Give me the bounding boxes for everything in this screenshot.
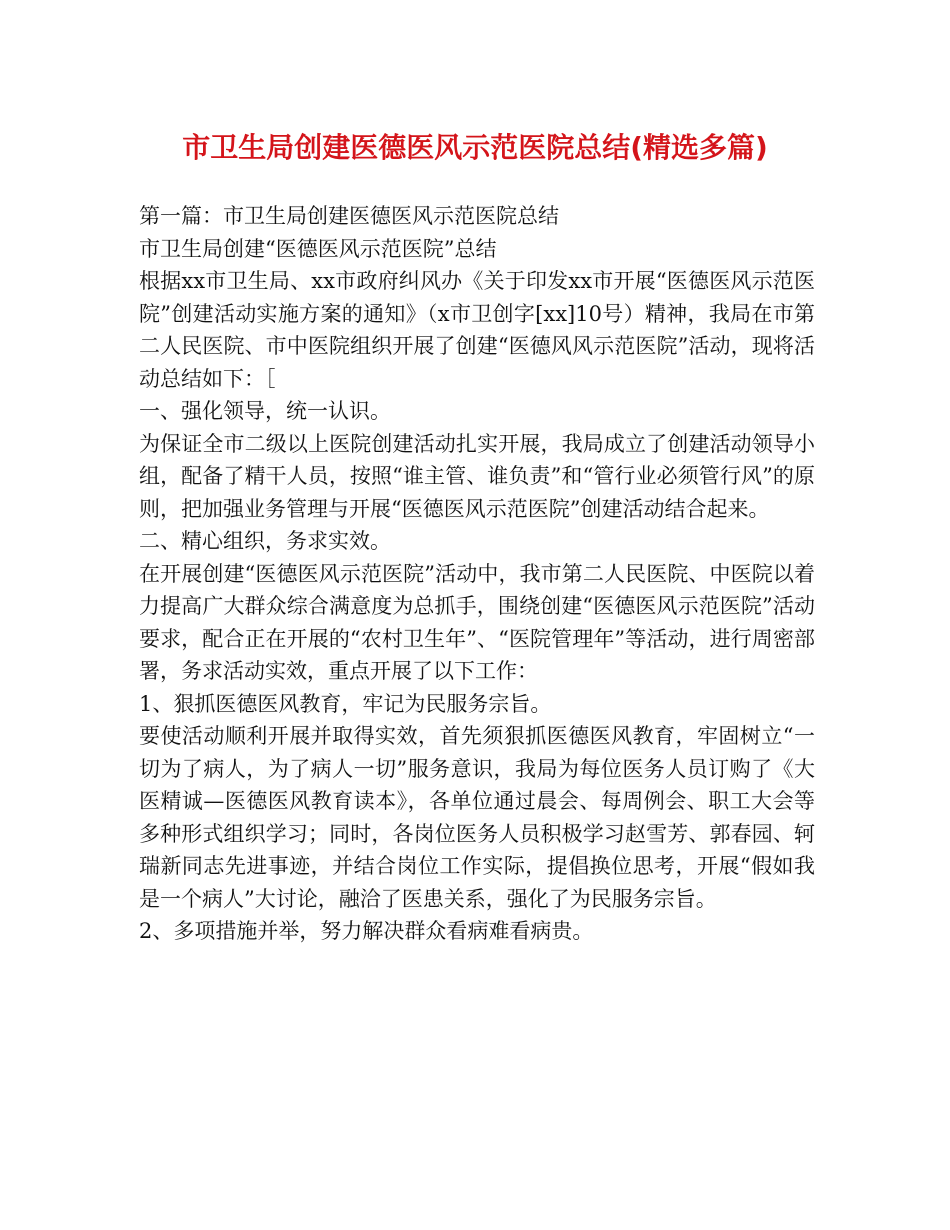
subheading-leadership: 一、强化领导，统一认识。	[139, 399, 391, 423]
subheading-organization: 二、精心组织，务求实效。	[139, 529, 391, 553]
paragraph-ethics-education: 要使活动顺利开展并取得实效，首先须狠抓医德医风教育，牢固树立“一切为了病人，为了病人一切”服务意识，我局为每位医务人员订购了《大医精诚—医德医风教育读本》，各单位通过晨会、每周例会、职工大会等多种形式组织学习；同时，各岗位医务人员积极学习赵雪芳、郭春园、轲瑞新同志先进事迹，并结合岗位工作实际，提倡换位思考，开展“假如我是一个病人”大讨论，融洽了医患关系，强化了为民服务宗旨。	[139, 724, 815, 911]
subheading-ethics-education: 1、狠抓医德医风教育，牢记为民服务宗旨。	[139, 691, 552, 716]
paragraph-organization: 在开展创建“医德医风示范医院”活动中，我市第二人民医院、中医院以着力提高广大群众综合满意度为总抓手，围绕创建“医德医风示范医院”活动要求，配合正在开展的“农村卫生年”、“医院管理年”等活动，进行周密部署，务求活动实效，重点开展了以下工作：	[139, 561, 815, 683]
subheading-measures: 2、多项措施并举，努力解决群众看病难看病贵。	[139, 919, 594, 943]
document-body	[139, 200, 815, 948]
summary-heading: 市卫生局创建“医德医风示范医院”总结	[139, 236, 497, 261]
paragraph-leadership: 为保证全市二级以上医院创建活动扎实开展，我局成立了创建活动领导小组，配备了精干人员，按照“谁主管、谁负责”和“管行业必须管行风”的原则，把加强业务管理与开展“医德医风示范医院”创建活动结合起来。	[139, 431, 815, 521]
document-title: 市卫生局创建医德医风示范医院总结(精选多篇)	[182, 131, 768, 164]
intro-paragraph: 根据xx市卫生局、xx市政府纠风办《关于印发xx市开展“医德医风示范医院”创建活动实施方案的通知》（x市卫创字[xx]10号）精神，我局在市第二人民医院、市中医院组织开展了创建“医德风风示范医院”活动，现将活动总结如下：［	[139, 269, 815, 391]
section-heading: 第一篇：市卫生局创建医德医风示范医院总结	[139, 204, 559, 228]
